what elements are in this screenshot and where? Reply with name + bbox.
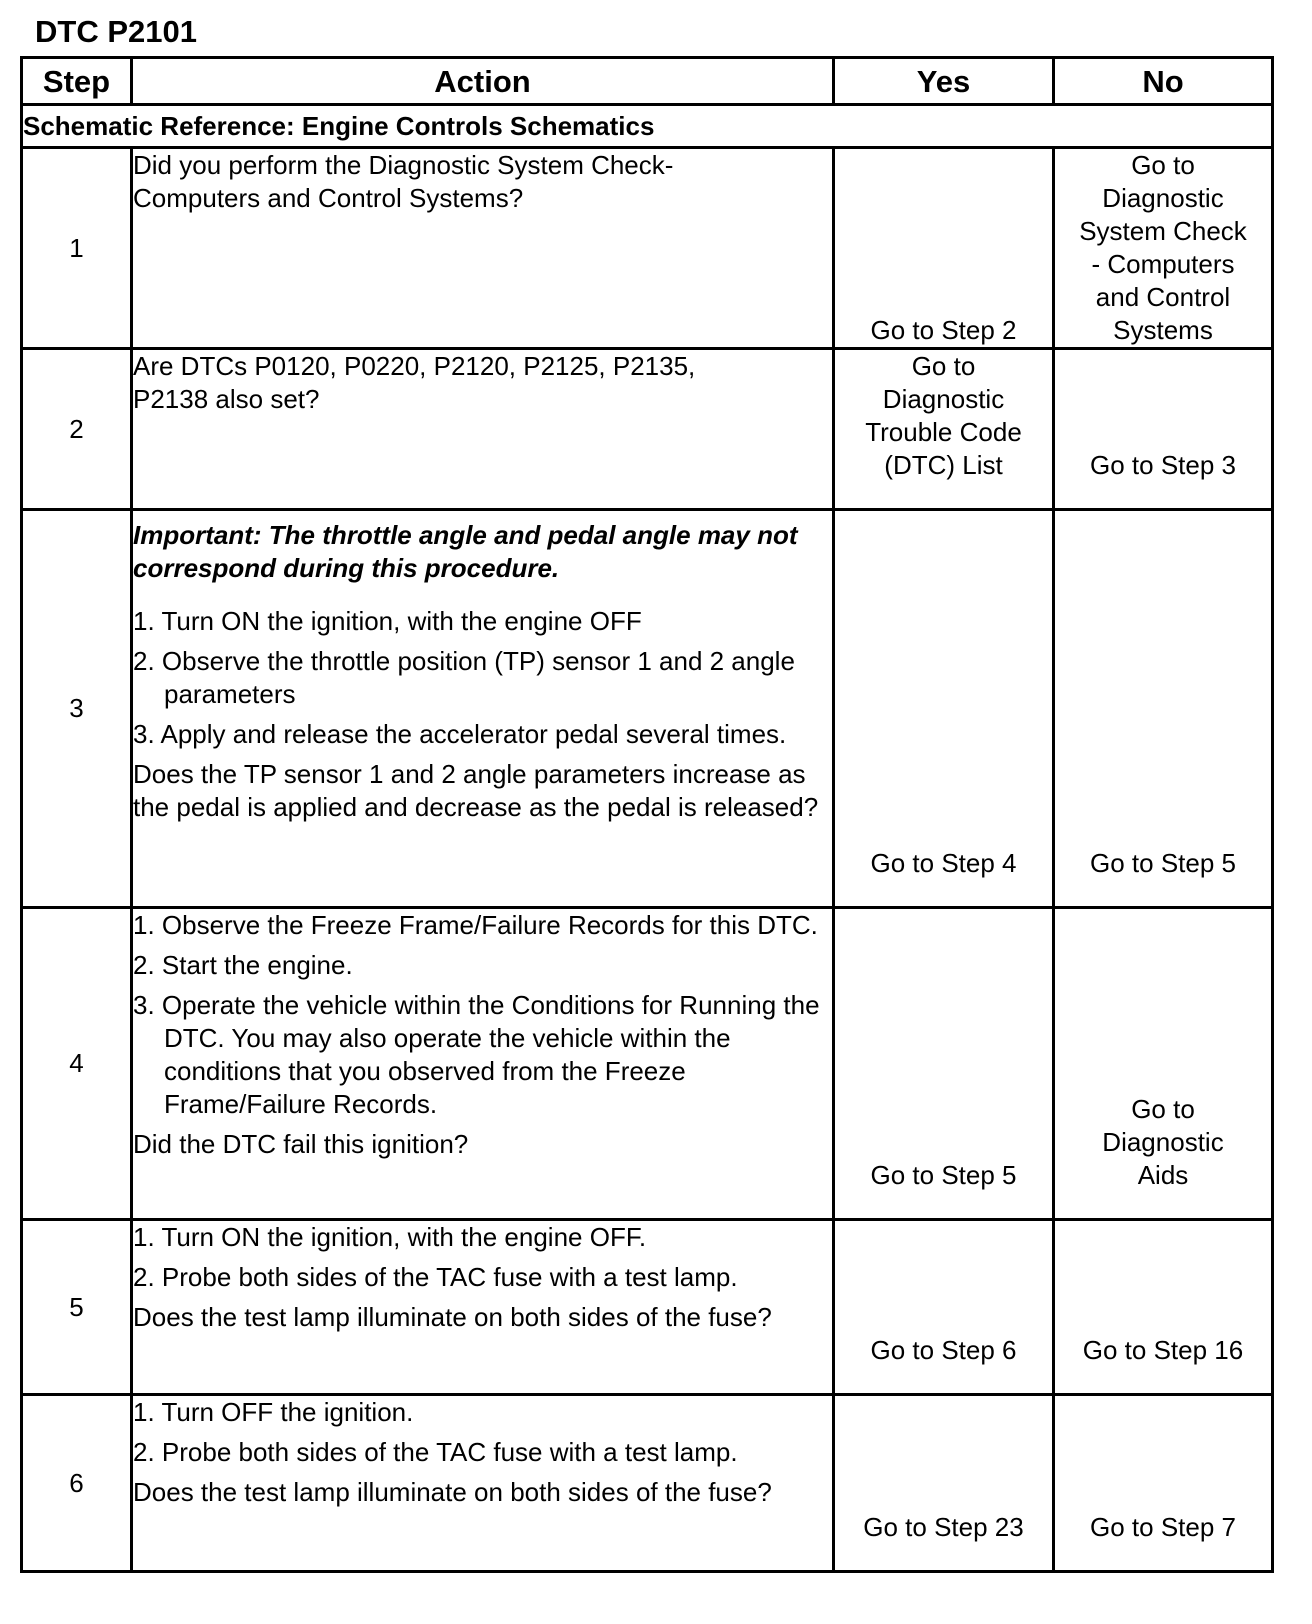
step-action <box>132 148 834 349</box>
step-yes-result: Go to Step 2 <box>834 148 1054 349</box>
step-instructions <box>133 605 832 751</box>
step-no-result: Go to Diagnostic Aids <box>1054 908 1273 1220</box>
step-question: Does the TP sensor 1 and 2 angle parameters increase as the pedal is applied and decrease as the pedal is released? <box>133 759 819 822</box>
list-item: 2. Probe both sides of the TAC fuse with a test lamp. <box>133 1437 738 1467</box>
step-yes-result: Go to Step 4 <box>834 510 1054 908</box>
table-row-step-1 <box>22 148 1273 349</box>
step-number: 6 <box>22 1395 132 1572</box>
table-row-step-3 <box>22 510 1273 908</box>
list-item: 1. Observe the Freeze Frame/Failure Records for this DTC. <box>133 910 818 940</box>
step-question: Does the test lamp illuminate on both sides of the fuse? <box>133 1477 772 1507</box>
step-no-result: Go to Step 7 <box>1054 1395 1273 1572</box>
header-step: Step <box>22 58 132 105</box>
header-no: No <box>1054 58 1273 105</box>
table-row-step-6 <box>22 1395 1273 1572</box>
schematic-reference: Schematic Reference: Engine Controls Schematics <box>22 105 1273 148</box>
step-question: Does the test lamp illuminate on both sides of the fuse? <box>133 1302 772 1332</box>
header-action: Action <box>132 58 834 105</box>
list-item: 3. Operate the vehicle within the Conditions for Running the DTC. You may also operate the vehicle within the conditions that you observed from the Freeze Frame/Failure Records. <box>133 990 820 1119</box>
list-item: 1. Turn OFF the ignition. <box>133 1397 414 1427</box>
document-title: DTC P2101 <box>35 14 197 49</box>
step-no-result: Go to Step 5 <box>1054 510 1273 908</box>
step-no-result: Go to Step 3 <box>1054 349 1273 510</box>
step-no-result: Go to Step 16 <box>1054 1220 1273 1395</box>
header-yes: Yes <box>834 58 1054 105</box>
step-question: Did the DTC fail this ignition? <box>133 1129 469 1159</box>
step-yes-result: Go to Diagnostic Trouble Code (DTC) List <box>834 349 1054 510</box>
step-question: Are DTCs P0120, P0220, P2120, P2125, P2135, P2138 also set? <box>133 351 696 414</box>
step-action <box>132 349 834 510</box>
list-item: 2. Observe the throttle position (TP) sensor 1 and 2 angle parameters <box>133 646 795 709</box>
list-item: 2. Probe both sides of the TAC fuse with a test lamp. <box>133 1262 738 1292</box>
step-yes-result: Go to Step 23 <box>834 1395 1054 1572</box>
list-item: 3. Apply and release the accelerator pedal several times. <box>133 719 787 749</box>
step-question: Did you perform the Diagnostic System Check- Computers and Control Systems? <box>133 150 674 213</box>
step-number: 3 <box>22 510 132 908</box>
step-action <box>132 908 834 1220</box>
step-instructions <box>133 1221 832 1294</box>
step-yes-result: Go to Step 6 <box>834 1220 1054 1395</box>
list-item: 1. Turn ON the ignition, with the engine OFF. <box>133 1222 647 1252</box>
step-instructions <box>133 909 832 1121</box>
step-instructions <box>133 1396 832 1469</box>
step-action <box>132 510 834 908</box>
list-item: 2. Start the engine. <box>133 950 353 980</box>
table-row-step-5 <box>22 1220 1273 1395</box>
step-number: 2 <box>22 349 132 510</box>
step-action <box>132 1220 834 1395</box>
table-row-step-2 <box>22 349 1273 510</box>
step-number: 4 <box>22 908 132 1220</box>
diagnostic-table <box>20 56 1274 1573</box>
schematic-reference-row <box>22 105 1273 148</box>
list-item: 1. Turn ON the ignition, with the engine OFF <box>133 606 642 636</box>
important-note: Important: The throttle angle and pedal angle may not correspond during this procedure. <box>133 520 798 583</box>
table-row-step-4 <box>22 908 1273 1220</box>
step-yes-result: Go to Step 5 <box>834 908 1054 1220</box>
header-row <box>22 58 1273 105</box>
step-number: 5 <box>22 1220 132 1395</box>
step-number: 1 <box>22 148 132 349</box>
step-no-result: Go to Diagnostic System Check - Computers and Control Systems <box>1054 148 1273 349</box>
step-action <box>132 1395 834 1572</box>
